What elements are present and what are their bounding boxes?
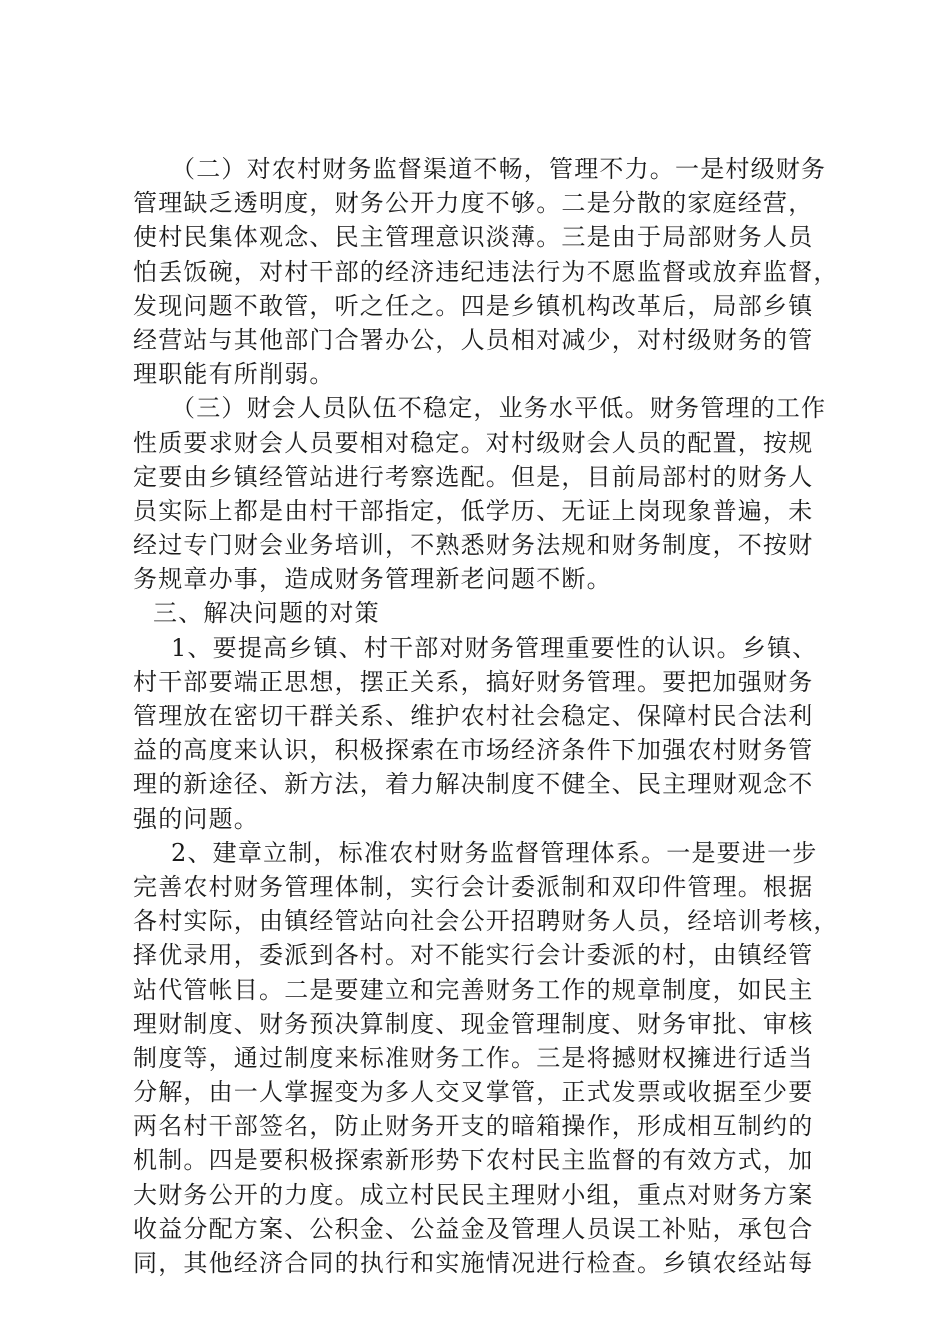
paragraph-line: 务规章办事，造成财务管理新老问题不断。: [133, 565, 612, 594]
paragraph-line: 员实际上都是由村干部指定，低学历、无证上岗现象普遍，未: [133, 496, 814, 525]
paragraph-line: 同，其他经济合同的执行和实施情况进行检查。乡镇农经站每: [133, 1249, 814, 1277]
paragraph-line: 经营站与其他部门合署办公，人员相对减少，对村级财务的管: [133, 325, 814, 354]
paragraph-line: 理的新途径、新方法，着力解决制度不健全、民主理财观念不: [133, 770, 814, 799]
paragraph-line: 理财制度、财务预决算制度、现金管理制度、财务审批、审核: [133, 1009, 814, 1038]
paragraph-line: 1、要提高乡镇、村干部对财务管理重要性的认识。乡镇、: [171, 633, 818, 662]
paragraph-line: 村干部要端正思想，摆正关系，搞好财务管理。要把加强财务: [133, 667, 814, 696]
paragraph-line: 收益分配方案、公积金、公益金及管理人员误工补贴，承包合: [133, 1214, 814, 1243]
paragraph-line: 择优录用，委派到各村。对不能实行会计委派的村，由镇经管: [133, 941, 814, 970]
paragraph-line: 管理放在密切干群关系、维护农村社会稳定、保障村民合法利: [133, 702, 814, 730]
paragraph-line: 2、建章立制，标准农村财务监督管理体系。一是要进一步: [171, 838, 818, 867]
paragraph-line: 发现问题不敢管，听之任之。四是乡镇机构改革后，局部乡镇: [133, 291, 814, 320]
paragraph-line: 大财务公开的力度。成立村民民主理财小组，重点对财务方案: [133, 1180, 814, 1209]
paragraph-line: 益的高度来认识，积极探索在市场经济条件下加强农村财务管: [133, 736, 814, 765]
paragraph-line: 两名村干部签名，防止财务开支的暗箱操作，形成相互制约的: [133, 1112, 814, 1141]
paragraph-line: （三）财会人员队伍不稳定，业务水平低。财务管理的工作: [171, 394, 827, 423]
paragraph-line: 经过专门财会业务培训，不熟悉财务法规和财务制度，不按财: [133, 531, 814, 560]
paragraph-line: 分解，由一人掌握变为多人交叉掌管，正式发票或收据至少要: [133, 1078, 814, 1107]
paragraph-line: 制度等，通过制度来标准财务工作。三是将撼财权擁进行适当: [133, 1043, 814, 1072]
paragraph-line: 强的问题。: [133, 804, 259, 833]
paragraph-line: 机制。四是要积极探索新形势下农村民主监督的有效方式，加: [133, 1146, 814, 1175]
document-body: [133, 152, 839, 1280]
paragraph-line: 管理缺乏透明度，财务公开力度不够。二是分散的家庭经营，: [133, 189, 814, 218]
paragraph-line: 完善农村财务管理体制，实行会计委派制和双印件管理。根据: [133, 872, 814, 901]
section-heading: 三、解决问题的对策: [153, 599, 380, 628]
paragraph-line: 怕丢饭碗，对村干部的经济违纪违法行为不愿监督或放弃监督，: [133, 257, 839, 286]
paragraph-line: 使村民集体观念、民主管理意识淡薄。三是由于局部财务人员: [133, 223, 814, 252]
paragraph-line: 各村实际，由镇经管站向社会公开招聘财务人员，经培训考核，: [133, 907, 839, 936]
paragraph-line: 理职能有所削弱。: [133, 360, 335, 389]
paragraph-line: 站代管帐目。二是要建立和完善财务工作的规章制度，如民主: [133, 975, 814, 1004]
paragraph-line: 定要由乡镇经管站进行考察选配。但是，目前局部村的财务人: [133, 462, 814, 491]
paragraph-line: （二）对农村财务监督渠道不畅，管理不力。一是村级财务: [171, 155, 827, 183]
paragraph-line: 性质要求财会人员要相对稳定。对村级财会人员的配置，按规: [133, 428, 814, 457]
